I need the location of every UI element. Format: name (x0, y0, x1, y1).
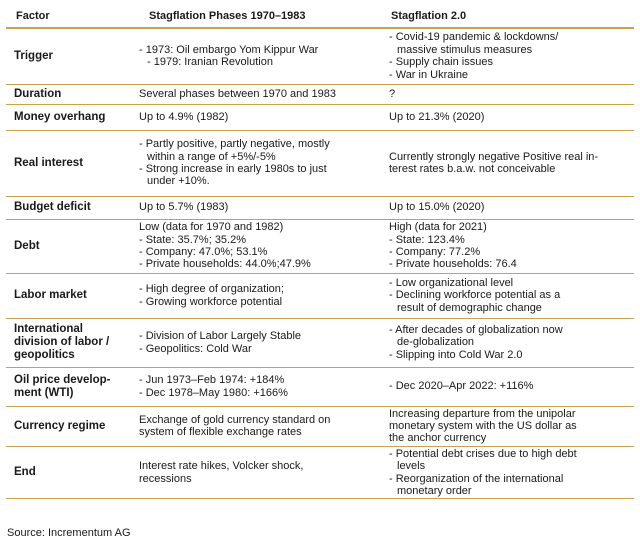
factor-cell-line: International (14, 323, 84, 336)
phase-1970-1983-cell-line: - Dec 1978–May 1980: +166% (139, 386, 288, 399)
factor-cell-line: Duration (14, 87, 62, 100)
stagflation-2-cell-line: - Dec 2020–Apr 2022: +116% (389, 380, 534, 393)
factor-cell (6, 446, 131, 499)
table-body (6, 28, 634, 499)
factor-cell (6, 318, 131, 367)
phase-1970-1983-cell-line: - 1979: Iranian Revolution (147, 56, 273, 69)
stagflation-2-cell-line: Up to 15.0% (2020) (389, 201, 485, 214)
phase-1970-1983-cell-line: - Private households: 44.0%;47.9% (139, 258, 311, 271)
phase-1970-1983-cell-line: - Jun 1973–Feb 1974: +184% (139, 374, 285, 387)
phase-1970-1983-cell-line: recessions (139, 472, 192, 485)
factor-cell-line: Trigger (14, 49, 53, 62)
stagflation-2-cell (381, 104, 634, 130)
phase-1970-1983-cell-line: under +10%. (147, 175, 210, 188)
phase-1970-1983-cell-line: - Partly positive, partly negative, mostly (139, 138, 330, 151)
phase-1970-1983-cell (131, 273, 381, 318)
phase-1970-1983-cell-line: - High degree of organization; (139, 283, 284, 296)
factor-cell-line: End (14, 466, 36, 479)
phase-1970-1983-cell (131, 406, 381, 446)
stagflation-2-cell-line: monetary order (397, 485, 472, 498)
table-row (6, 273, 634, 318)
factor-cell-line: Labor market (14, 289, 87, 301)
stagflation-2-cell-line: terest rates b.a.w. not conceivable (389, 163, 556, 175)
stagflation-comparison-table (6, 6, 634, 499)
table-row (6, 406, 634, 446)
phase-1970-1983-cell (131, 446, 381, 499)
phase-1970-1983-cell (131, 196, 381, 219)
table-row (6, 196, 634, 219)
phase-1970-1983-cell-line: - Strong increase in early 1980s to just (139, 163, 327, 175)
stagflation-2-cell-line: monetary system with the US dollar as (389, 419, 577, 432)
phase-1970-1983-cell-line: Up to 5.7% (1983) (139, 201, 229, 214)
stagflation-2-cell-line: - State: 123.4% (389, 233, 465, 246)
factor-cell-line: ment (WTI) (14, 386, 74, 399)
stagflation-2-cell (381, 446, 634, 499)
phase-1970-1983-cell-line: Interest rate hikes, Volcker shock, (139, 460, 304, 473)
stagflation-2-cell-line: levels (397, 460, 426, 473)
stagflation-2-cell-line: High (data for 2021) (389, 221, 487, 234)
stagflation-2-cell-line: result of demographic change (397, 301, 542, 314)
header-factor: Factor (6, 6, 131, 28)
phase-1970-1983-cell (131, 367, 381, 406)
stagflation-2-cell-line: - Company: 77.2% (389, 246, 481, 258)
stagflation-2-cell (381, 196, 634, 219)
header-row (6, 6, 634, 28)
stagflation-2-cell-line: massive stimulus measures (397, 43, 533, 56)
stagflation-2-cell (381, 273, 634, 318)
stagflation-2-cell (381, 367, 634, 406)
factor-cell (6, 28, 131, 84)
phase-1970-1983-cell-line: - Division of Labor Largely Stable (139, 330, 302, 343)
phase-1970-1983-cell (131, 219, 381, 273)
factor-cell (6, 406, 131, 446)
stagflation-2-cell-line: ? (389, 87, 396, 100)
stagflation-2-cell-line: - Covid-19 pandemic & lockdowns/ (389, 31, 559, 44)
phase-1970-1983-cell-line: - Geopolitics: Cold War (139, 342, 252, 355)
factor-cell (6, 219, 131, 273)
phase-1970-1983-cell-line: - 1973: Oil embargo Yom Kippur War (139, 43, 319, 56)
factor-cell-line: Currency regime (14, 419, 106, 432)
stagflation-2-cell-line: Currently strongly negative Positive real in- (389, 150, 599, 163)
phase-1970-1983-cell (131, 28, 381, 84)
stagflation-2-cell-line: - Reorganization of the international (389, 472, 564, 485)
header-stagflation-2: Stagflation 2.0 (381, 6, 634, 28)
phase-1970-1983-cell-line: Low (data for 1970 and 1982) (139, 221, 284, 234)
factor-cell-line: Money overhang (14, 110, 106, 123)
factor-cell-line: Oil price develop- (14, 373, 111, 386)
stagflation-2-cell-line: - Private households: 76.4 (389, 258, 517, 271)
factor-cell (6, 367, 131, 406)
phase-1970-1983-cell (131, 104, 381, 130)
factor-cell-line: Budget deficit (14, 201, 91, 213)
stagflation-2-cell-line: de-globalization (397, 336, 475, 349)
factor-cell (6, 84, 131, 104)
phase-1970-1983-cell-line: Up to 4.9% (1982) (139, 110, 229, 123)
stagflation-2-cell-line: - Declining workforce potential as a (389, 289, 561, 302)
header-phase-1970-1983: Stagflation Phases 1970–1983 (131, 6, 381, 28)
stagflation-2-cell-line: the anchor currency (389, 432, 487, 445)
factor-cell (6, 273, 131, 318)
factor-cell (6, 196, 131, 219)
factor-cell (6, 104, 131, 130)
phase-1970-1983-cell (131, 130, 381, 196)
stagflation-2-cell-line: - War in Ukraine (389, 68, 469, 81)
phase-1970-1983-cell-line: within a range of +5%/-5% (147, 150, 276, 163)
table-row (6, 446, 634, 499)
stagflation-2-cell (381, 318, 634, 367)
factor-cell-line: Debt (14, 239, 40, 252)
stagflation-2-cell-line: Increasing departure from the unipolar (389, 407, 576, 420)
stagflation-2-cell (381, 84, 634, 104)
stagflation-2-cell-line: - Potential debt crises due to high debt (389, 447, 577, 460)
phase-1970-1983-cell-line: Several phases between 1970 and 1983 (139, 87, 336, 100)
stagflation-2-cell-line: - After decades of globalization now (389, 323, 563, 336)
factor-cell-line: Real interest (14, 156, 84, 169)
stagflation-2-cell (381, 130, 634, 196)
factor-cell (6, 130, 131, 196)
table-row (6, 318, 634, 367)
factor-cell-line: geopolitics (14, 348, 75, 361)
phase-1970-1983-cell (131, 318, 381, 367)
stagflation-2-cell-line: - Low organizational level (389, 276, 514, 289)
phase-1970-1983-cell-line: - State: 35.7%; 35.2% (139, 233, 247, 246)
phase-1970-1983-cell-line: Exchange of gold currency standard on (139, 413, 331, 426)
stagflation-2-cell (381, 406, 634, 446)
source-note: Source: Incrementum AG (7, 527, 131, 539)
phase-1970-1983-cell-line: - Company: 47.0%; 53.1% (139, 246, 268, 258)
stagflation-2-cell-line: - Slipping into Cold War 2.0 (389, 348, 523, 361)
table-row (6, 219, 634, 273)
table-row (6, 130, 634, 196)
phase-1970-1983-cell-line: - Growing workforce potential (139, 295, 283, 308)
table-row (6, 28, 634, 84)
table-row (6, 84, 634, 104)
phase-1970-1983-cell (131, 84, 381, 104)
stagflation-2-cell (381, 28, 634, 84)
stagflation-2-cell (381, 219, 634, 273)
factor-cell-line: division of labor / (14, 336, 110, 348)
stagflation-2-cell-line: - Supply chain issues (389, 56, 493, 69)
table-row (6, 104, 634, 130)
phase-1970-1983-cell-line: system of flexible exchange rates (139, 426, 302, 439)
stagflation-2-cell-line: Up to 21.3% (2020) (389, 110, 485, 123)
table-row (6, 367, 634, 406)
